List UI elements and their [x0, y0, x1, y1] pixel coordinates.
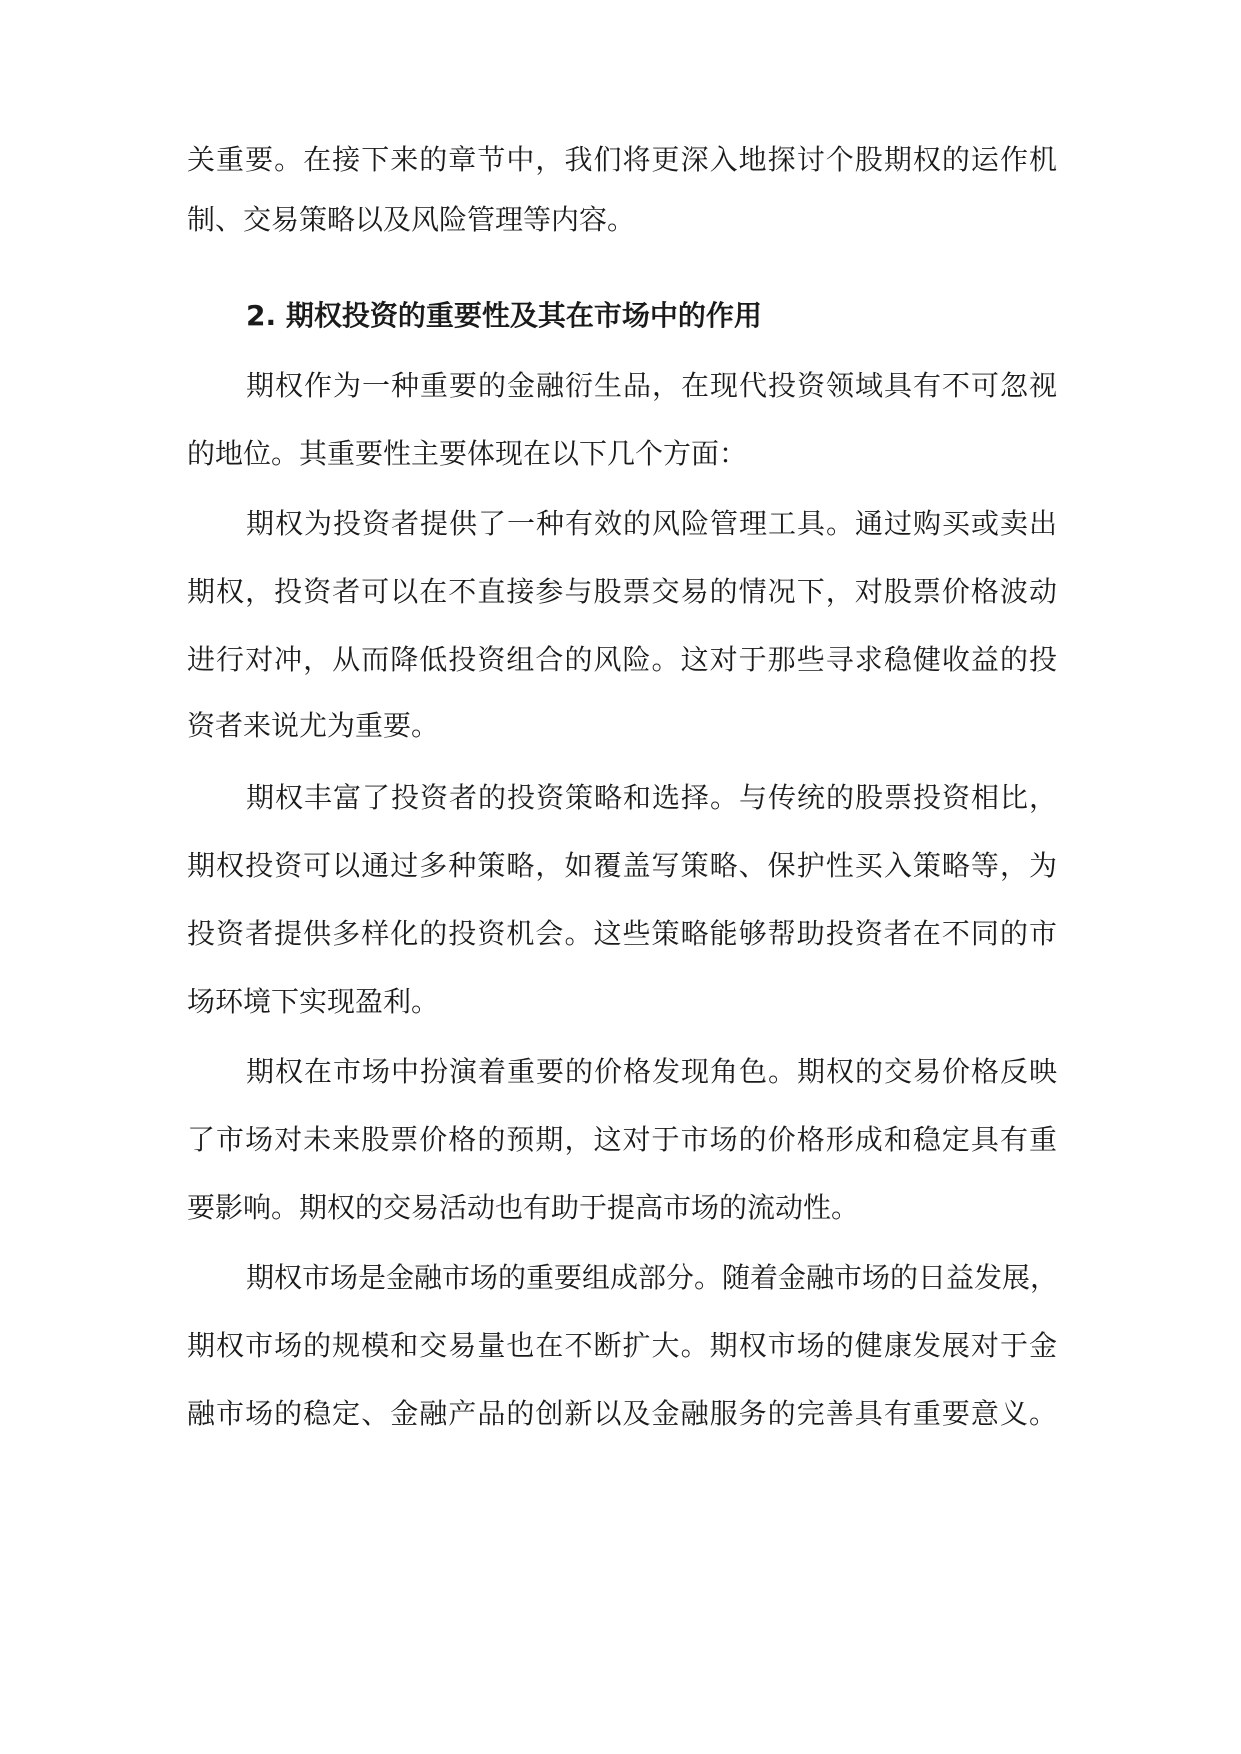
paragraph-4-line-2: 了市场对未来股票价格的预期，这对于市场的价格形成和稳定具有重 [187, 1123, 1057, 1156]
paragraph-2-line-3: 进行对冲，从而降低投资组合的风险。这对于那些寻求稳健收益的投 [187, 643, 1057, 676]
section-heading: 2. 期权投资的重要性及其在市场中的作用 [246, 299, 762, 332]
paragraph-1-line-1: 期权作为一种重要的金融衍生品，在现代投资领域具有不可忽视 [246, 369, 1057, 402]
paragraph-5-line-2: 期权市场的规模和交易量也在不断扩大。期权市场的健康发展对于金 [187, 1329, 1057, 1362]
paragraph-2-line-1: 期权为投资者提供了一种有效的风险管理工具。通过购买或卖出 [246, 507, 1057, 540]
paragraph-4-line-3: 要影响。期权的交易活动也有助于提高市场的流动性。 [187, 1191, 860, 1224]
paragraph-5-line-1: 期权市场是金融市场的重要组成部分。随着金融市场的日益发展， [246, 1261, 1059, 1294]
intro-line-1: 关重要。在接下来的章节中，我们将更深入地探讨个股期权的运作机 [187, 143, 1057, 176]
paragraph-3-line-4: 场环境下实现盈利。 [187, 985, 440, 1018]
paragraph-2-line-4: 资者来说尤为重要。 [187, 709, 440, 742]
paragraph-3-line-2: 期权投资可以通过多种策略，如覆盖写策略、保护性买入策略等，为 [187, 849, 1057, 882]
paragraph-3-line-1: 期权丰富了投资者的投资策略和选择。与传统的股票投资相比， [246, 781, 1057, 814]
paragraph-2-line-2: 期权，投资者可以在不直接参与股票交易的情况下，对股票价格波动 [187, 575, 1057, 608]
intro-line-2: 制、交易策略以及风险管理等内容。 [187, 203, 636, 236]
paragraph-3-line-3: 投资者提供多样化的投资机会。这些策略能够帮助投资者在不同的市 [187, 917, 1057, 950]
paragraph-4-line-1: 期权在市场中扮演着重要的价格发现角色。期权的交易价格反映 [246, 1055, 1057, 1088]
paragraph-5-line-3: 融市场的稳定、金融产品的创新以及金融服务的完善具有重要意义。 [187, 1397, 1057, 1430]
paragraph-1-line-2: 的地位。其重要性主要体现在以下几个方面： [187, 437, 748, 470]
